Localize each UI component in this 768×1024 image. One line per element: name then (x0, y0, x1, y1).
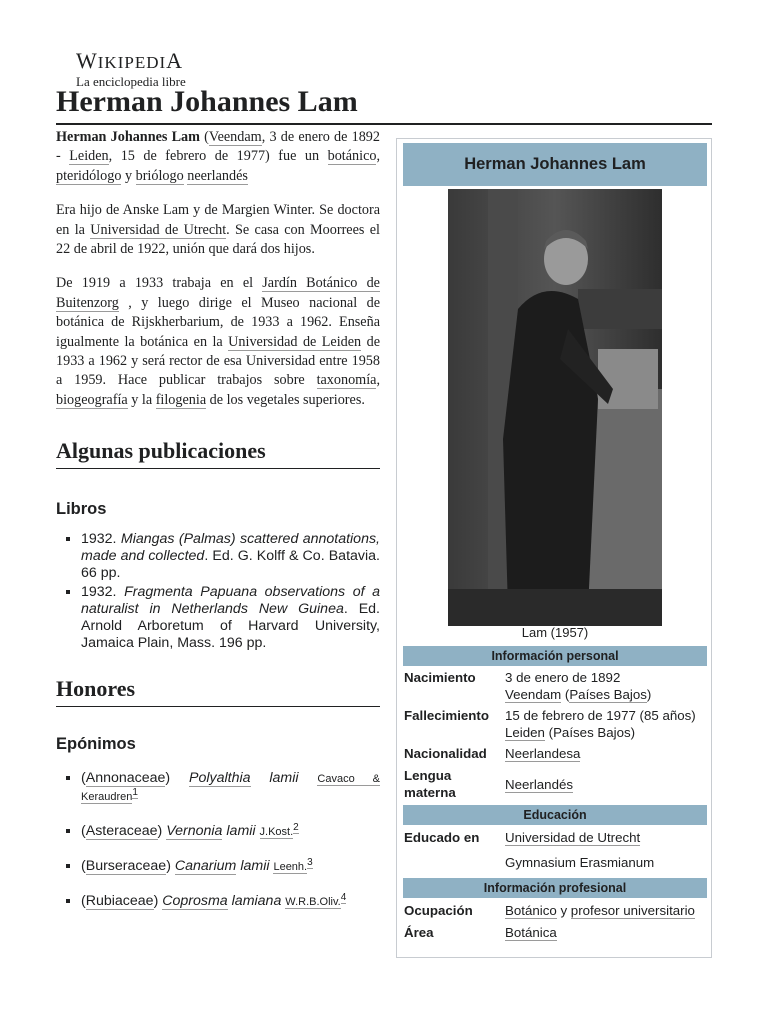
row-label: Nacimiento (404, 670, 476, 685)
link-author[interactable]: Cavaco & Keraudren (81, 773, 380, 804)
infobox (396, 138, 712, 958)
subsection-heading-eponimos: Epónimos (56, 735, 136, 754)
portrait-photo[interactable] (448, 189, 662, 626)
photo-illustration (448, 189, 662, 626)
link-family[interactable]: Annonaceae (85, 770, 166, 787)
row-value: 3 de enero de 1892 Veendam (Países Bajos) (505, 670, 652, 702)
row-value: 15 de febrero de 1977 (85 años) Leiden (Países Bajos) (505, 708, 696, 740)
subsection-heading-libros: Libros (56, 500, 107, 519)
link-genus[interactable]: Canarium (174, 858, 237, 875)
epithet: lamii (269, 770, 299, 787)
link-genus[interactable]: Polyalthia (189, 770, 251, 787)
link-botanico[interactable]: botánico (327, 148, 377, 165)
reference-link[interactable]: 2 (293, 821, 299, 833)
books-list (56, 531, 380, 652)
subject-name: Herman Johannes Lam (56, 129, 200, 145)
text: ( (199, 129, 209, 145)
link-family[interactable]: Rubiaceae (85, 893, 154, 910)
book-title: Miangas (Palmas) scattered annotations, made and collected (81, 531, 380, 565)
link-family[interactable]: Burseraceae (85, 858, 167, 875)
page-title: Herman Johannes Lam (56, 85, 358, 118)
book-year: 1932. (81, 531, 121, 548)
book-details: . Ed. Arnold Arboretum of Harvard University, Jamaica Plain, Mass. 196 pp. (81, 601, 380, 652)
link-genus[interactable]: Vernonia (166, 823, 223, 840)
bio-paragraph (56, 201, 380, 259)
book-year: 1932. (81, 584, 125, 601)
text: , 3 de enero de 1892 - (56, 129, 380, 165)
row-label: Educado en (404, 830, 480, 845)
link-neerlandes-lengua[interactable]: Neerlandés (505, 777, 574, 792)
infobox-header-educacion: Educación (403, 805, 707, 825)
row-label: Área (404, 925, 434, 940)
infobox-title: Herman Johannes Lam (403, 143, 707, 186)
text: de los vegetales superiores. (206, 391, 365, 408)
link-neerlandesa[interactable]: Neerlandesa (505, 746, 581, 761)
infobox-row-nacionalidad (404, 745, 706, 765)
text: , (376, 148, 381, 165)
article-body (56, 128, 380, 928)
epithet: lamiana (231, 893, 282, 910)
text: , (376, 372, 380, 389)
death-country: Países Bajos (553, 725, 631, 740)
wikipedia-wordmark: WIKIPEDIA (76, 48, 184, 73)
link-author[interactable]: W.R.B.Oliv. (285, 896, 341, 909)
link-briologo[interactable]: briólogo (135, 167, 184, 184)
intro-paragraph (56, 128, 380, 186)
row-value (505, 902, 710, 919)
infobox-row-educado (404, 829, 706, 869)
infobox-row-area (404, 924, 706, 944)
link-profesor-universitario[interactable]: profesor universitario (570, 903, 695, 918)
link-paises-bajos[interactable]: Países Bajos (569, 687, 647, 702)
link-universidad-utrecht-infobox[interactable]: Universidad de Utrecht (505, 830, 641, 845)
list-item: ▪ (Annonaceae) Polyalthia lamii Cavaco & Keraudren$^1$ (81, 770, 380, 806)
birth-date: 3 de enero de 1892 (505, 670, 621, 685)
list-item: ▪ (Burseraceae) Canarium lamii Leenh.$^3$ (81, 858, 380, 876)
row-value (505, 825, 710, 875)
link-pteridologo[interactable]: pteridólogo (56, 167, 122, 184)
row-value (505, 776, 710, 793)
text: De 1919 a 1933 trabaja en el (56, 275, 263, 292)
text: y (556, 903, 571, 918)
section-heading-publicaciones: Algunas publicaciones (56, 438, 380, 469)
link-universidad-utrecht[interactable]: Universidad de Utrecht (90, 221, 227, 238)
reference-link[interactable]: 3 (307, 856, 313, 868)
school-name: Gymnasium Erasmianum (505, 855, 655, 870)
photo-caption: Lam (1957) (521, 625, 589, 640)
link-biogeografia[interactable]: biogeografía (56, 391, 128, 408)
list-item (81, 584, 380, 652)
infobox-row-nacimiento (404, 669, 706, 705)
eponyms-list (56, 770, 380, 911)
text: , 15 de febrero de 1977) fue un (108, 148, 328, 165)
death-date: 15 de febrero de 1977 (85 años) (505, 708, 696, 723)
row-label: Lengua materna (404, 768, 456, 800)
row-label: Fallecimiento (404, 708, 489, 723)
link-author[interactable]: Leenh. (273, 861, 308, 874)
link-leiden-infobox[interactable]: Leiden (505, 725, 545, 740)
row-value (505, 924, 710, 941)
link-universidad-leiden[interactable]: Universidad de Leiden (228, 333, 362, 350)
row-label: Ocupación (404, 903, 473, 918)
link-jardin-botanico[interactable]: Jardín Botánico de Buitenzorg (56, 275, 380, 311)
link-family[interactable]: Asteraceae (85, 823, 158, 840)
link-botanico-infobox[interactable]: Botánico (505, 903, 557, 918)
text: Era hijo de Anske Lam y de Margien Winter. Se doctora en la (56, 202, 380, 238)
career-paragraph (56, 274, 380, 410)
book-details: . Ed. G. Kolff & Co. Batavia. 66 pp. (81, 548, 380, 582)
link-veendam-infobox[interactable]: Veendam (505, 687, 562, 702)
link-filogenia[interactable]: filogenia (155, 391, 207, 408)
link-botanica[interactable]: Botánica (505, 925, 557, 940)
list-item: ▪ (Rubiaceae) Coprosma lamiana W.R.B.Oliv.$^4$ (81, 893, 380, 911)
wikipedia-tagline: La enciclopedia libre (76, 74, 186, 89)
link-author[interactable]: J.Kost. (259, 826, 294, 839)
text: y (121, 167, 136, 184)
infobox-header-profesional: Información profesional (403, 878, 707, 898)
epithet: lamii (226, 823, 256, 840)
link-neerlandes[interactable]: neerlandés (187, 167, 248, 184)
text: de 1933 a 1962 y será rector de esa Universidad entre 1958 a 1959. Hace publicar trabajos sobre (56, 333, 380, 389)
row-label: Nacionalidad (404, 746, 487, 761)
title-divider (56, 123, 712, 125)
text: . Se casa con Moorrees el 22 de abril de 1922, unión que dará dos hijos. (56, 221, 380, 258)
text: y la (127, 391, 156, 408)
row-value (505, 745, 710, 762)
link-leiden[interactable]: Leiden (69, 148, 109, 165)
infobox-row-lengua (404, 767, 706, 803)
link-genus[interactable]: Coprosma (162, 893, 228, 910)
link-taxonomia[interactable]: taxonomía (316, 372, 377, 389)
link-veendam[interactable]: Veendam (208, 129, 262, 145)
reference-link[interactable]: 1 (132, 786, 138, 798)
infobox-row-ocupacion (404, 902, 706, 922)
text: , y luego dirige el Museo nacional de botánica de Rijskherbarium, de 1933 a 1962. Enseña igualmente la botánica en la (56, 294, 380, 350)
infobox-row-fallecimiento (404, 707, 706, 743)
epithet: lamii (240, 858, 270, 875)
section-heading-honores: Honores (56, 676, 380, 707)
list-item (81, 531, 380, 582)
reference-link[interactable]: 4 (340, 891, 347, 903)
book-title: Fragmenta Papuana observations of a naturalist in Netherlands New Guinea (81, 584, 380, 618)
list-item: ▪ (Asteraceae) Vernonia lamii J.Kost.$^2$ (81, 823, 380, 841)
infobox-header-personal: Información personal (403, 646, 707, 666)
